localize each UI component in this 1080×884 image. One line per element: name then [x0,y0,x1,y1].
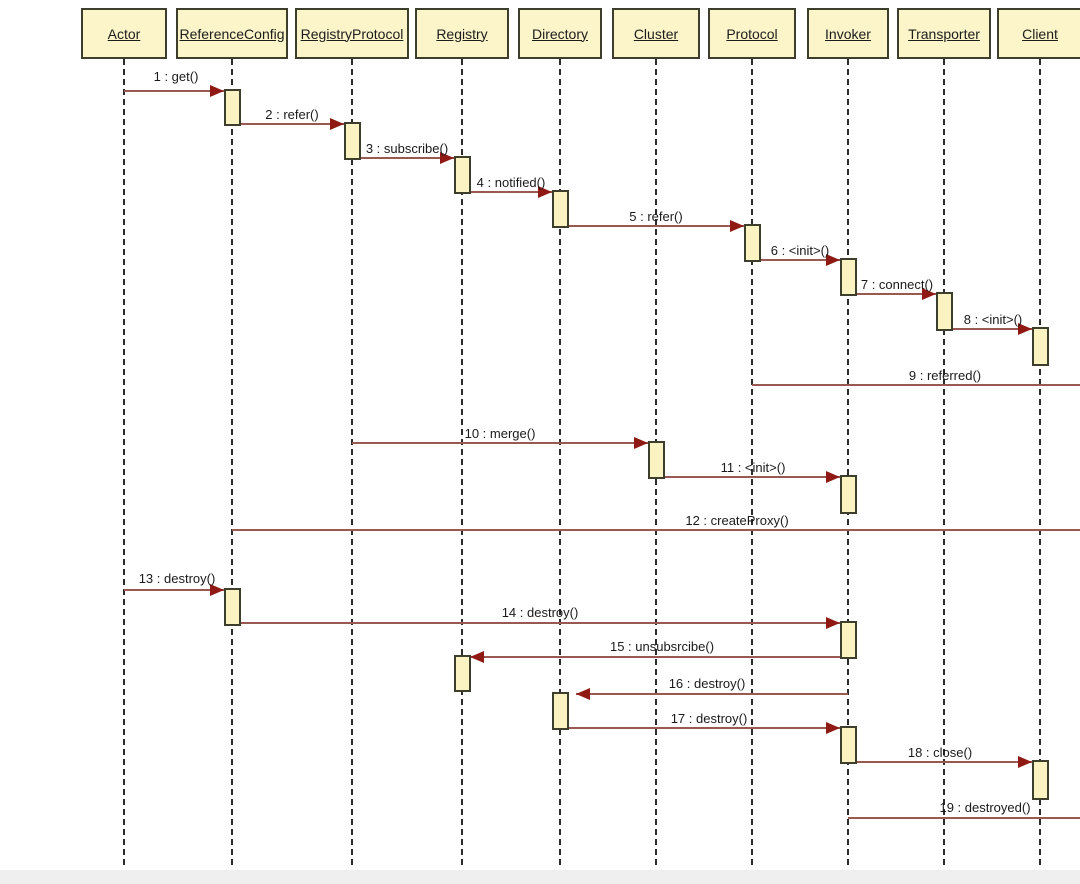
participant-client [997,8,1080,59]
message-label-5: 5 : refer() [629,209,683,224]
participant-label: ReferenceConfig [179,25,285,42]
message-label-15: 15 : unsubsrcibe() [609,639,715,654]
message-label-16: 16 : destroy() [668,676,746,691]
message-line-11 [664,476,840,478]
message-label-19: 19 : destroyed() [939,800,1031,815]
message-line-14 [240,622,840,624]
participant-directory [518,8,602,59]
activation-transporter [936,292,953,331]
participant-cluster [612,8,700,59]
message-label-6: 6 : <init>() [770,243,830,258]
participant-invoker [807,8,889,59]
participant-protocol [708,8,796,59]
message-arrowhead-14 [826,617,840,629]
participant-label: Registry [436,25,488,42]
message-label-8: 8 : <init>() [963,312,1023,327]
message-line-12 [232,529,1080,531]
participant-label: Client [1022,25,1058,42]
activation-referenceconfig [224,89,241,126]
message-arrowhead-18 [1018,756,1032,768]
activation-registryprotocol [344,122,361,160]
participant-label: Transporter [908,25,980,42]
activation-invoker [840,258,857,296]
participant-label: Protocol [726,25,778,42]
message-line-17 [568,727,840,729]
message-label-10: 10 : merge() [464,426,536,441]
activation-client [1032,760,1049,800]
message-line-2 [240,123,344,125]
activation-invoker [840,726,857,764]
message-line-16 [576,693,848,695]
message-line-9 [752,384,1080,386]
message-arrowhead-1 [210,85,224,97]
lifeline-directory [559,59,561,865]
message-label-17: 17 : destroy() [670,711,748,726]
participant-actor [81,8,167,59]
message-label-12: 12 : createProxy() [685,513,789,528]
message-label-11: 11 : <init>() [720,460,786,475]
message-line-13 [124,589,224,591]
participant-label: Invoker [825,25,871,42]
participant-referenceconfig [176,8,288,59]
lifeline-actor [123,59,125,865]
message-line-18 [856,761,1032,763]
lifeline-client [1039,59,1041,865]
activation-invoker [840,475,857,514]
activation-directory [552,190,569,228]
message-arrowhead-15 [470,651,484,663]
activation-referenceconfig [224,588,241,626]
participant-transporter [897,8,991,59]
message-label-9: 9 : referred() [908,368,982,383]
message-arrowhead-2 [330,118,344,130]
message-label-14: 14 : destroy() [501,605,579,620]
message-line-10 [352,442,648,444]
message-label-1: 1 : get() [153,69,199,84]
activation-protocol [744,224,761,262]
participant-label: Actor [107,25,141,42]
message-arrowhead-11 [826,471,840,483]
lifeline-referenceconfig [231,59,233,865]
participant-label: Cluster [633,25,679,42]
message-arrowhead-16 [576,688,590,700]
message-arrowhead-10 [634,437,648,449]
lifeline-registryprotocol [351,59,353,865]
activation-client [1032,327,1049,366]
message-arrowhead-5 [730,220,744,232]
message-label-3: 3 : subscribe() [365,141,449,156]
activation-registry [454,655,471,692]
activation-directory [552,692,569,730]
participant-registry [415,8,509,59]
message-line-1 [124,90,224,92]
participant-registryprotocol [295,8,409,59]
activation-invoker [840,621,857,659]
message-line-5 [568,225,744,227]
message-label-4: 4 : notified() [476,175,546,190]
participant-label: RegistryProtocol [300,25,404,42]
activation-cluster [648,441,665,479]
message-line-15 [470,656,840,658]
participant-label: Directory [531,25,588,42]
message-arrowhead-17 [826,722,840,734]
activation-registry [454,156,471,194]
message-label-13: 13 : destroy() [138,571,216,586]
message-line-19 [848,817,1080,819]
message-label-7: 7 : connect() [860,277,934,292]
message-label-18: 18 : close() [907,745,973,760]
message-label-2: 2 : refer() [265,107,319,122]
